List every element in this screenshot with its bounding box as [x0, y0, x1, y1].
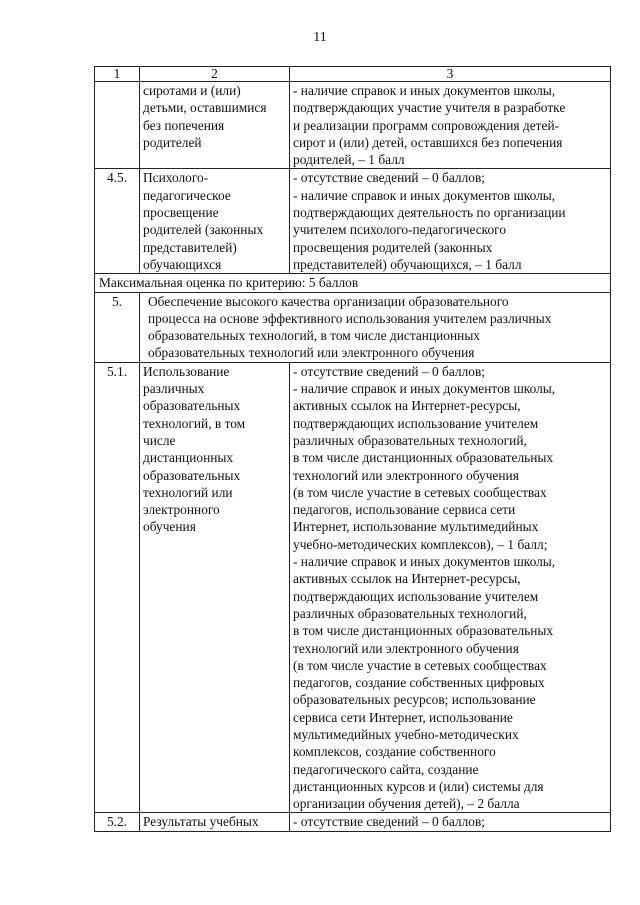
evidence-cell — [290, 169, 611, 274]
cell-line: учебно-методических комплексов), – 1 балл; — [293, 536, 548, 552]
header-cell-col1: 1 — [95, 67, 140, 82]
item-number: 4.5. — [95, 169, 140, 274]
table-row — [95, 362, 611, 813]
cell-line: без попечения — [143, 117, 225, 133]
criterion-cell — [140, 82, 290, 169]
table-row — [95, 82, 611, 169]
cell-line: просвещение — [143, 205, 219, 221]
header-cell-col3: 3 — [290, 67, 611, 82]
criterion-cell — [140, 169, 290, 274]
criterion-cell — [140, 813, 290, 831]
cell-line: подтверждающих использование учителем — [293, 415, 539, 431]
cell-line: организации обучения детей), – 2 балла — [293, 796, 520, 812]
cell-line: сирот и (или) детей, оставшихся без попечения — [293, 134, 563, 150]
cell-line: сиротами и (или) — [143, 83, 241, 98]
header-cell-col2: 2 — [140, 67, 290, 82]
cell-line: в том числе дистанционных образовательных — [293, 450, 554, 466]
cell-line: обучающихся — [143, 256, 222, 272]
evidence-cell — [290, 362, 611, 813]
cell-line: родителей, – 1 балл — [293, 152, 405, 168]
cell-line: образовательных технологий или электронного обучения — [148, 345, 475, 361]
cell-line: педагогов, использование сервиса сети — [293, 502, 516, 518]
cell-line: родителей (законных — [143, 222, 264, 238]
cell-line: (в том числе участие в сетевых сообществах — [293, 484, 547, 500]
cell-line: - наличие справок и иных документов школы, — [293, 187, 556, 203]
cell-line: технологий или — [143, 484, 233, 500]
cell-line: (в том числе участие в сетевых сообществах — [293, 657, 547, 673]
cell-line: обучения — [143, 519, 196, 535]
cell-line: подтверждающих использование учителем — [293, 588, 539, 604]
cell-line: в том числе дистанционных образовательных — [293, 623, 554, 639]
cell-line: различных образовательных технологий, — [293, 605, 527, 621]
max-score-text: Максимальная оценка по критерию: 5 баллов — [95, 274, 611, 292]
cell-line: образовательных — [143, 467, 241, 483]
table-header-row — [95, 67, 611, 82]
evidence-cell — [290, 82, 611, 169]
cell-line: педагогического сайта, создание — [293, 761, 479, 777]
cell-line: Результаты учебных — [143, 814, 259, 830]
cell-line: активных ссылок на Интернет-ресурсы, — [293, 571, 521, 587]
section-row — [95, 292, 611, 362]
cell-line: активных ссылок на Интернет-ресурсы, — [293, 398, 521, 414]
cell-line: процесса на основе эффективного использования учителем различных — [148, 310, 552, 326]
cell-line: технологий, в том — [143, 415, 246, 431]
cell-line: технологий или электронного обучения — [293, 640, 519, 656]
table-row — [95, 169, 611, 274]
cell-line: сервиса сети Интернет, использование — [293, 709, 513, 725]
cell-line: дистанционных курсов и (или) системы для — [293, 778, 544, 794]
cell-line: различных образовательных технологий, — [293, 432, 527, 448]
cell-line: - наличие справок и иных документов школы, — [293, 554, 556, 570]
cell-line: детьми, оставшимися — [143, 100, 267, 116]
cell-line: различных — [143, 381, 205, 397]
cell-line: педагогическое — [143, 187, 231, 203]
max-score-row — [95, 274, 611, 292]
cell-line: электронного — [143, 502, 220, 518]
cell-line: педагогов, создание собственных цифровых — [293, 675, 545, 691]
cell-line: Обеспечение высокого качества организации образовательного — [148, 293, 509, 309]
cell-line: мультимедийных учебно-методических — [293, 726, 519, 742]
cell-line: подтверждающих участие учителя в разработке — [293, 100, 566, 116]
cell-line: образовательных технологий, в том числе дистанционных — [148, 328, 481, 344]
table-body — [95, 67, 611, 832]
cell-line: представителей) — [143, 239, 237, 255]
page-number: 11 — [313, 30, 327, 45]
section-title — [140, 292, 611, 362]
cell-line: - наличие справок и иных документов школы, — [293, 381, 556, 397]
cell-line: - наличие справок и иных документов школы, — [293, 83, 556, 98]
criterion-cell — [140, 362, 290, 813]
cell-line: комплексов, создание собственного — [293, 744, 496, 760]
item-number — [95, 82, 140, 169]
cell-line: - отсутствие сведений – 0 баллов; — [293, 363, 486, 379]
cell-line: учителем психолого-педагогического — [293, 222, 507, 238]
table-row — [95, 813, 611, 831]
cell-line: родителей — [143, 134, 202, 150]
item-number: 5.1. — [95, 362, 140, 813]
item-number: 5.2. — [95, 813, 140, 831]
cell-line: числе — [143, 432, 176, 448]
cell-line: Психолого- — [143, 170, 209, 186]
cell-line: Интернет, использование мультимедийных — [293, 519, 539, 535]
cell-line: технологий или электронного обучения — [293, 467, 519, 483]
cell-line: Использование — [143, 363, 230, 379]
cell-line: дистанционных — [143, 450, 234, 466]
cell-line: образовательных — [143, 398, 241, 414]
section-number: 5. — [95, 292, 140, 362]
cell-line: образовательных ресурсов; использование — [293, 692, 536, 708]
criteria-table — [94, 66, 611, 832]
cell-line: - отсутствие сведений – 0 баллов; — [293, 170, 486, 186]
cell-line: и реализации программ сопровождения детей- — [293, 117, 560, 133]
cell-line: представителей) обучающихся, – 1 балл — [293, 256, 522, 272]
evidence-cell — [290, 813, 611, 831]
cell-line: подтверждающих деятельность по организации — [293, 205, 566, 221]
cell-line: просвещения родителей (законных — [293, 239, 493, 255]
cell-line: - отсутствие сведений – 0 баллов; — [293, 814, 486, 830]
